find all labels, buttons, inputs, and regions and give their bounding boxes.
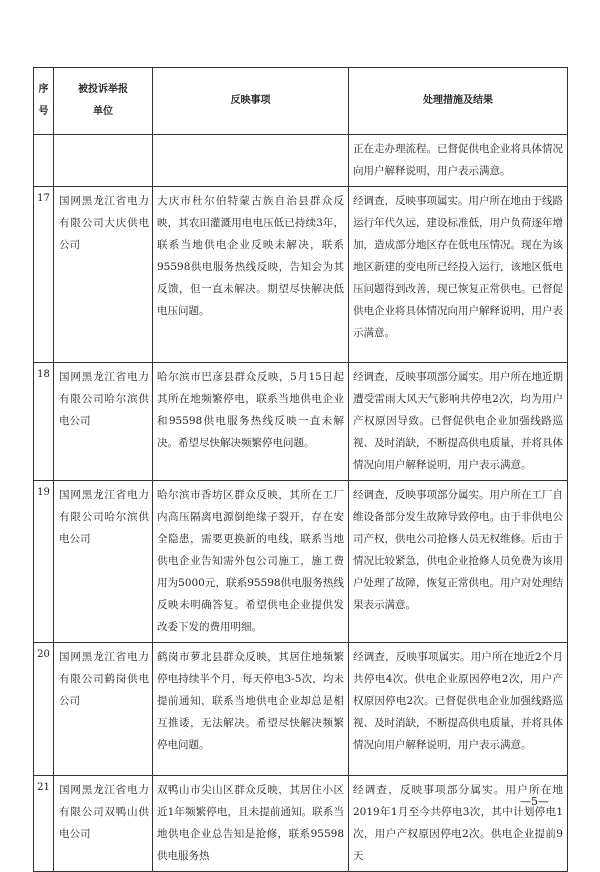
cell-result (349, 187, 568, 363)
header-serial-line1: 序 (38, 84, 49, 95)
issue-text: 哈尔滨市巴彦县群众反映，5月15日起其所在地频繁停电，联系当地供电企业和95598供电服务热线反映一直未解决。希望尽快解决频繁停电问题。 (157, 371, 344, 449)
table-header-row (34, 68, 568, 135)
unit-text: 国网黑龙江省电力有限公司双鸭山供电公司 (59, 784, 149, 840)
cell-result (349, 135, 568, 187)
page-number: —5— (520, 795, 549, 808)
header-unit (54, 68, 153, 135)
complaint-table (33, 67, 568, 872)
cell-issue (153, 643, 349, 776)
unit-text: 国网黑龙江省电力有限公司哈尔滨供电公司 (59, 489, 149, 545)
cell-num: 19 (34, 481, 54, 643)
result-text: 正在走办理流程。已督促供电企业将具体情况向用户解释说明，用户表示满意。 (353, 143, 563, 177)
header-issue: 反映事项 (153, 68, 349, 135)
unit-text: 国网黑龙江省电力有限公司大庆供电公司 (59, 195, 149, 251)
cell-issue (153, 135, 349, 187)
header-unit-line1: 被投诉举报 (78, 84, 128, 95)
unit-text: 国网黑龙江省电力有限公司鹤岗供电公司 (59, 651, 149, 707)
result-text: 经调查，反映事项属实。用户所在地近2个月共停电4次。供电企业原因停电2次，用户产权原因停电2次。已督促供电企业加强线路巡视、及时消缺，不断提高供电质量，并将具体情况向用户解释说明，用户表示满意。 (353, 651, 563, 751)
cell-result (349, 481, 568, 643)
cell-unit (54, 776, 153, 872)
cell-issue (153, 187, 349, 363)
table-row (34, 643, 568, 776)
issue-text: 大庆市杜尔伯特蒙古族自治县群众反映，其农田灌溉用电电压低已持续3年，联系当地供电企业反映未解决，联系95598供电服务热线反映，告知会为其反馈，但一直未解决。期望尽快解决低电压问题。 (157, 195, 344, 317)
cell-num: 21 (34, 776, 54, 872)
cell-unit (54, 481, 153, 643)
cell-issue (153, 481, 349, 643)
cell-num: 20 (34, 643, 54, 776)
cell-num: 18 (34, 363, 54, 481)
result-text: 经调查，反映事项部分属实。用户所在工厂自维设备部分发生故障导致停电。由于非供电公司产权，供电公司抢修人员无权维修。后由于情况比较紧急，供电企业抢修人员免费为该用户处理了故障，恢复正常供电。用户对处理结果表示满意。 (353, 489, 563, 611)
cell-issue (153, 363, 349, 481)
table-row (34, 187, 568, 363)
cell-result (349, 776, 568, 872)
header-serial-number (34, 68, 54, 135)
result-text: 经调查，反映事项部分属实。用户所在地2019年1月至今共停电3次，其中计划停电1次，用户产权原因停电2次。供电企业提前9天 (353, 784, 563, 862)
result-text: 经调查，反映事项部分属实。用户所在地近期遭受雷雨大风天气影响共停电2次，均为用户产权原因导致。已督促供电企业加强线路巡视、及时消缺，不断提高供电质量，并将具体情况向用户解释说明，用户表示满意。 (353, 371, 563, 471)
cell-result (349, 643, 568, 776)
cell-unit (54, 363, 153, 481)
cell-unit (54, 643, 153, 776)
header-result: 处理措施及结果 (349, 68, 568, 135)
issue-text: 鹤岗市萝北县群众反映，其居住地频繁停电持续半个月，每天停电3-5次，均未提前通知，联系当地供电企业却总是相互推诿，无法解决。希望尽快解决频繁停电问题。 (157, 651, 344, 751)
issue-text: 双鸭山市尖山区群众反映，其居住小区近1年频繁停电，且未提前通知。联系当地供电企业总告知是抢修，联系95598供电服务热 (157, 784, 344, 862)
table-row-continued (34, 135, 568, 187)
cell-result (349, 363, 568, 481)
unit-text: 国网黑龙江省电力有限公司哈尔滨供电公司 (59, 371, 149, 427)
header-unit-line2: 单位 (93, 106, 113, 117)
issue-text: 哈尔滨市香坊区群众反映，其所在工厂内高压隔离电源倒绝缘子裂开，存在安全隐患，需要更换新的电线，联系当地供电企业告知需外包公司施工，施工费用为5000元，联系95598供电服务热线反映未明确答复。希望供电企业提供发改委下发的费用明细。 (157, 489, 344, 633)
table-row (34, 481, 568, 643)
cell-issue (153, 776, 349, 872)
table-row (34, 363, 568, 481)
table-row (34, 776, 568, 872)
cell-unit (54, 135, 153, 187)
result-text: 经调查，反映事项属实。用户所在地由于线路运行年代久远，建设标准低，用户负荷逐年增加，造成部分地区存在低电压情况。现在为该地区新建的变电所已经投入运行，该地区低电压问题得到改善，现已恢复正常供电。已督促供电企业将具体情况向用户解释说明，用户表示满意。 (353, 195, 563, 339)
cell-unit (54, 187, 153, 363)
header-serial-line2: 号 (38, 106, 49, 117)
cell-num (34, 135, 54, 187)
cell-num: 17 (34, 187, 54, 363)
